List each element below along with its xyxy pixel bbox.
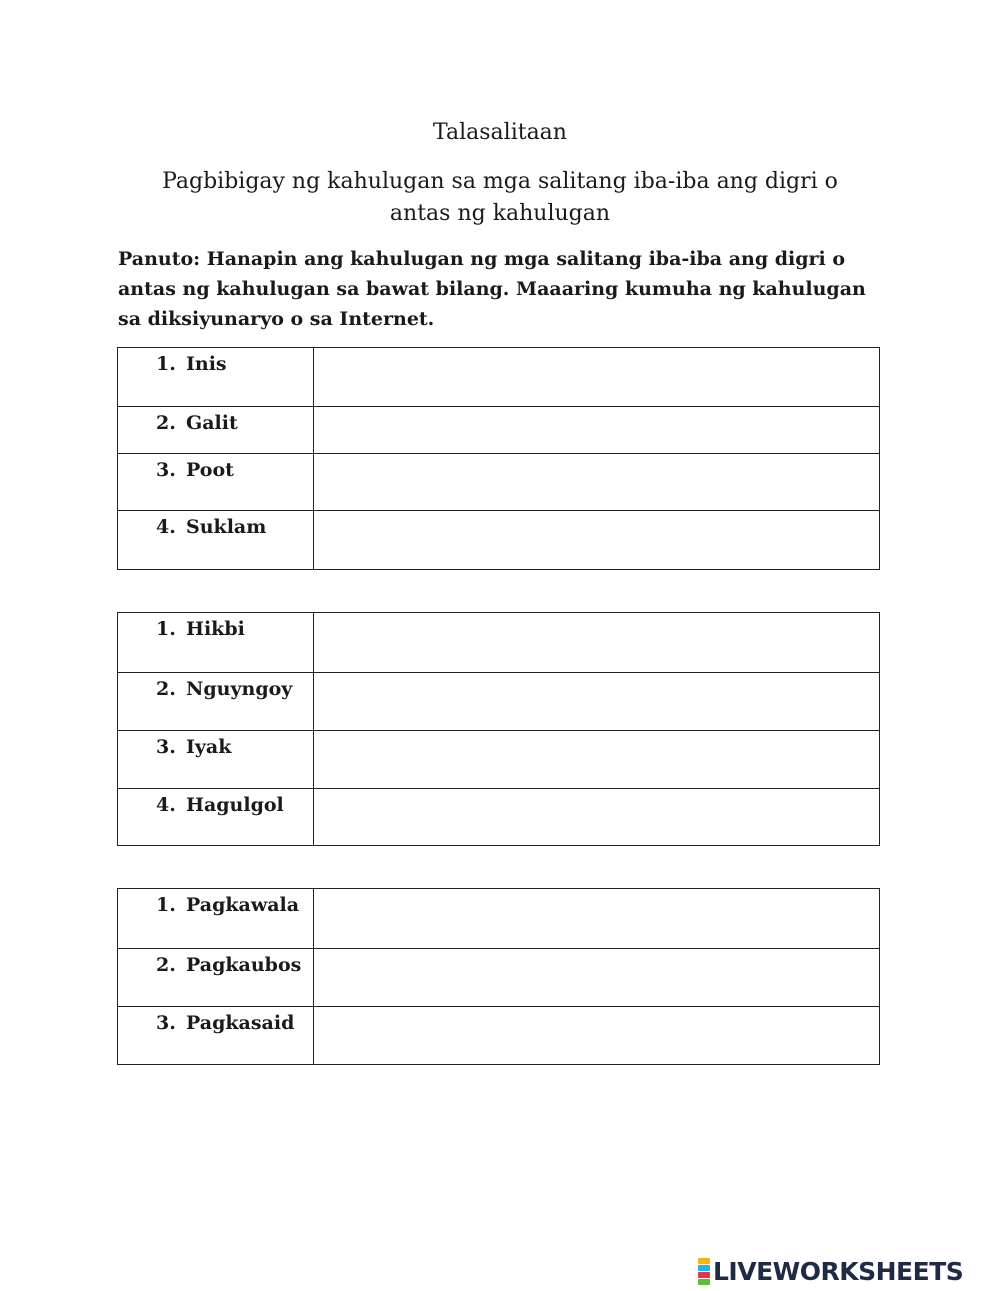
answer-input[interactable] bbox=[314, 407, 879, 440]
answer-cell[interactable] bbox=[314, 511, 880, 570]
mark-block bbox=[698, 1265, 710, 1271]
table-row bbox=[118, 889, 880, 949]
answer-cell[interactable] bbox=[314, 348, 880, 407]
word-cell bbox=[118, 889, 314, 949]
answer-input[interactable] bbox=[314, 673, 879, 706]
vocabulary-table-2 bbox=[117, 612, 880, 846]
word-cell bbox=[118, 731, 314, 789]
page-title: Talasalitaan bbox=[433, 120, 567, 145]
word-cell bbox=[118, 673, 314, 731]
liveworksheets-mark-icon bbox=[698, 1258, 710, 1285]
word-cell bbox=[118, 1007, 314, 1065]
mark-block bbox=[698, 1279, 710, 1285]
answer-cell[interactable] bbox=[314, 1007, 880, 1065]
answer-input[interactable] bbox=[314, 454, 879, 487]
mark-block bbox=[698, 1258, 710, 1264]
word-cell bbox=[118, 348, 314, 407]
table-row bbox=[118, 613, 880, 673]
item-number: 3. bbox=[156, 1012, 176, 1034]
word-label: Nguyngoy bbox=[186, 678, 293, 700]
answer-cell[interactable] bbox=[314, 949, 880, 1007]
word-cell bbox=[118, 454, 314, 511]
word-label: Pagkasaid bbox=[186, 1012, 295, 1034]
item-number: 2. bbox=[156, 954, 176, 976]
table-row bbox=[118, 407, 880, 454]
mark-block bbox=[698, 1272, 710, 1278]
table-row bbox=[118, 949, 880, 1007]
word-cell bbox=[118, 407, 314, 454]
word-label: Iyak bbox=[186, 736, 232, 758]
answer-input[interactable] bbox=[314, 613, 879, 646]
answer-input[interactable] bbox=[314, 889, 879, 922]
word-label: Pagkawala bbox=[186, 894, 300, 916]
instructions-text: Panuto: Hanapin ang kahulugan ng mga salitang iba-iba ang digri o antas ng kahulugan sa bawat bilang. Maaaring kumuha ng kahulugan sa diksiyunaryo o sa Internet. bbox=[118, 248, 866, 330]
vocabulary-table-3 bbox=[117, 888, 880, 1065]
word-label: Galit bbox=[186, 412, 238, 434]
item-number: 1. bbox=[156, 618, 176, 640]
word-cell bbox=[118, 949, 314, 1007]
answer-input[interactable] bbox=[314, 1007, 879, 1040]
answer-cell[interactable] bbox=[314, 407, 880, 454]
item-number: 1. bbox=[156, 353, 176, 375]
page-subtitle: Pagbibigay ng kahulugan sa mga salitang iba-iba ang digri o antas ng kahulugan bbox=[162, 169, 838, 226]
word-label: Suklam bbox=[186, 516, 267, 538]
answer-input[interactable] bbox=[314, 348, 879, 381]
table-row bbox=[118, 731, 880, 789]
table-row bbox=[118, 454, 880, 511]
answer-input[interactable] bbox=[314, 949, 879, 982]
item-number: 3. bbox=[156, 736, 176, 758]
word-cell bbox=[118, 511, 314, 570]
answer-cell[interactable] bbox=[314, 613, 880, 673]
item-number: 2. bbox=[156, 678, 176, 700]
table-row bbox=[118, 1007, 880, 1065]
answer-cell[interactable] bbox=[314, 789, 880, 846]
vocabulary-table-1 bbox=[117, 347, 880, 570]
word-label: Pagkaubos bbox=[186, 954, 302, 976]
answer-cell[interactable] bbox=[314, 731, 880, 789]
word-label: Hagulgol bbox=[186, 794, 284, 816]
answer-cell[interactable] bbox=[314, 673, 880, 731]
word-label: Inis bbox=[186, 353, 227, 375]
answer-input[interactable] bbox=[314, 789, 879, 822]
item-number: 4. bbox=[156, 794, 176, 816]
logo-text: LIVEWORKSHEETS bbox=[713, 1256, 964, 1286]
item-number: 2. bbox=[156, 412, 176, 434]
word-label: Poot bbox=[186, 459, 234, 481]
answer-input[interactable] bbox=[314, 511, 879, 544]
table-row bbox=[118, 789, 880, 846]
item-number: 4. bbox=[156, 516, 176, 538]
word-label: Hikbi bbox=[186, 618, 245, 640]
answer-input[interactable] bbox=[314, 731, 879, 764]
item-number: 3. bbox=[156, 459, 176, 481]
table-row bbox=[118, 511, 880, 570]
answer-cell[interactable] bbox=[314, 454, 880, 511]
table-row bbox=[118, 348, 880, 407]
word-cell bbox=[118, 789, 314, 846]
liveworksheets-logo bbox=[698, 1257, 963, 1285]
table-row bbox=[118, 673, 880, 731]
item-number: 1. bbox=[156, 894, 176, 916]
answer-cell[interactable] bbox=[314, 889, 880, 949]
word-cell bbox=[118, 613, 314, 673]
